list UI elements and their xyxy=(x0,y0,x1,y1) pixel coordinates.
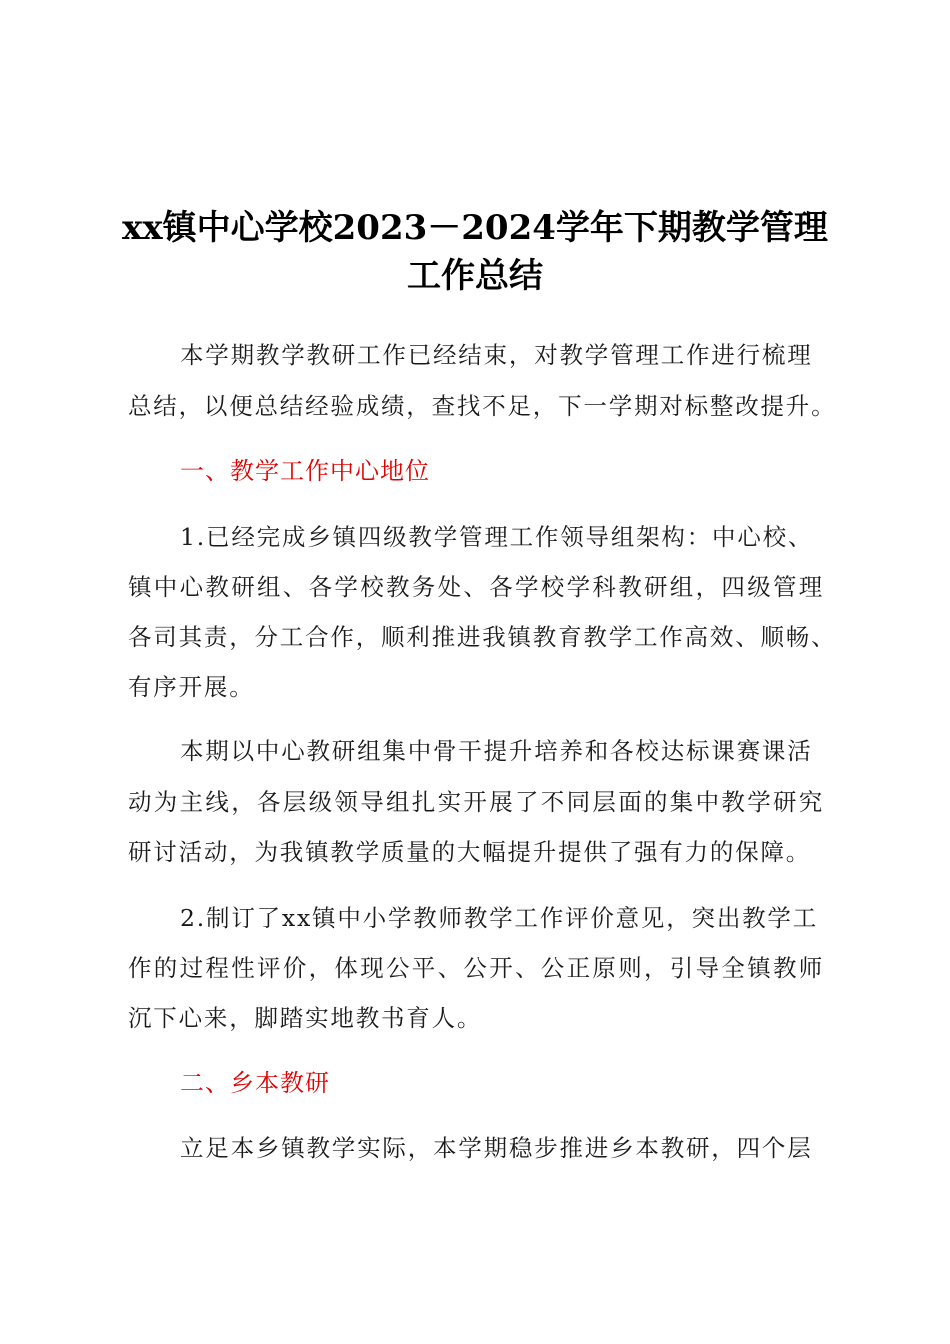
section-2-heading: 二、乡本教研 xyxy=(180,1069,330,1097)
section-2-p1-line-1: 立足本乡镇教学实际，本学期稳步推进乡本教研，四个层 xyxy=(180,1134,813,1162)
section-1-p2-line-2: 动为主线，各层级领导组扎实开展了不同层面的集中教学研究 xyxy=(128,788,825,816)
intro-line-1: 本学期教学教研工作已经结束，对教学管理工作进行梳理 xyxy=(180,341,813,369)
section-1-p2-line-1: 本期以中心教研组集中骨干提升培养和各校达标课赛课活 xyxy=(180,737,813,765)
section-1-p2-line-3: 研讨活动，为我镇教学质量的大幅提升提供了强有力的保障。 xyxy=(128,838,812,866)
document-title-line-1: xx镇中心学校2023－2024学年下期教学管理 xyxy=(122,208,828,248)
document-title-line-2: 工作总结 xyxy=(407,256,543,296)
section-1-p3-line-1: 2.制订了xx镇中小学教师教学工作评价意见，突出教学工 xyxy=(180,904,819,932)
section-1-p3-line-3: 沉下心来，脚踏实地教书育人。 xyxy=(128,1004,483,1032)
section-1-p1-line-4: 有序开展。 xyxy=(128,673,255,701)
section-1-p1-line-2: 镇中心教研组、各学校教务处、各学校学科教研组，四级管理 xyxy=(128,573,825,601)
section-1-heading: 一、教学工作中心地位 xyxy=(180,457,430,485)
section-1-p3-line-2: 作的过程性评价，体现公平、公开、公正原则，引导全镇教师 xyxy=(128,954,825,982)
intro-line-2: 总结，以便总结经验成绩，查找不足，下一学期对标整改提升。 xyxy=(128,392,837,420)
section-1-p1-line-1: 1.已经完成乡镇四级教学管理工作领导组架构：中心校、 xyxy=(180,523,814,551)
section-1-p1-line-3: 各司其责，分工合作，顺利推进我镇教育教学工作高效、顺畅、 xyxy=(128,623,837,651)
